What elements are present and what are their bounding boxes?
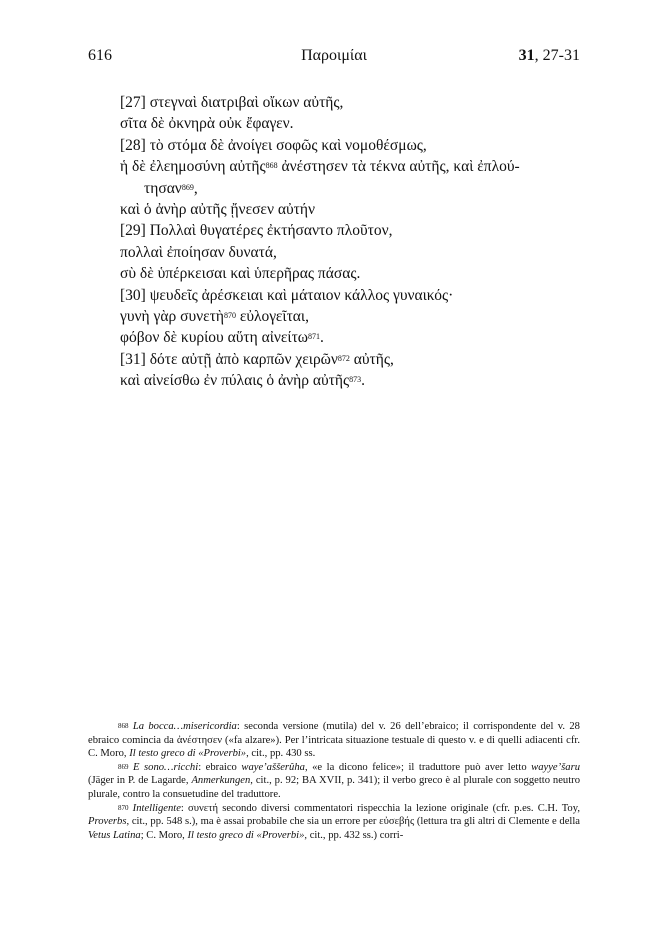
verse-text [120, 92, 590, 392]
text-run: πολλαὶ ἐποίησαν δυνατά, [120, 243, 277, 261]
text-run: αὐτῆς, [349, 350, 394, 368]
verse-line [120, 306, 590, 327]
text-run: ἡ δὲ ἐλεημοσύνη αὐτῆς [120, 158, 266, 176]
verse-line [120, 92, 590, 113]
text-run: γυνὴ γὰρ συνετὴ [120, 308, 224, 326]
footnote-marker: 869 [181, 182, 194, 192]
text-run: σὺ δὲ ὑπέρκεισαι καὶ ὑπερῆρας πάσας. [120, 265, 361, 283]
text-run: (Jäger in P. de Lagarde, [88, 775, 192, 787]
verse-line [120, 113, 590, 134]
page-number: 616 [88, 47, 112, 64]
text-run: φόβον δὲ κυρίου αὕτη αἰνείτω [120, 329, 309, 347]
text-run: καὶ ὁ ἀνὴρ αὐτῆς ᾔνεσεν αὐτήν [120, 201, 315, 219]
text-run: : ebraico [198, 761, 242, 773]
verse-range: , 27-31 [534, 47, 580, 64]
italic-text: waye’aššerûha [241, 761, 305, 773]
footnote-marker: 873 [349, 375, 362, 385]
chapter-verse-reference [519, 47, 580, 65]
text-run: ; C. Moro, [140, 829, 188, 841]
italic-text: wayye’šaru [531, 761, 580, 773]
text-run: , cit., pp. 430 ss. [246, 748, 316, 760]
footnote-marker: 870 [223, 311, 236, 321]
text-run: , [193, 179, 198, 197]
italic-text: E sono…ricchi [133, 761, 199, 773]
footnote [88, 761, 580, 802]
text-run: . [320, 329, 324, 347]
running-title: Παροιμίαι [301, 47, 367, 64]
text-run: , cit., p. 92; BA XVII, p. 341); il verbo greco è al plurale con soggetto neutro plurale, contro la consuetudine del traduttore. [88, 775, 580, 800]
verse-line [120, 327, 590, 348]
text-run: καὶ αἰνείσθω ἐν πύλαις ὁ ἀνὴρ αὐτῆς [120, 372, 350, 390]
footnote-marker: 868 [118, 722, 129, 730]
verse-line [120, 263, 590, 284]
text-run: τησαν [144, 179, 182, 197]
text-run: [30] ψευδεῖς ἀρέσκειαι καὶ μάταιον κάλλος γυναικός· [120, 286, 454, 304]
verse-line [120, 178, 590, 199]
italic-text: Anmerkungen [191, 775, 251, 787]
text-run: [28] τὸ στόμα δὲ ἀνοίγει σοφῶς καὶ νομοθέσμως, [120, 136, 427, 154]
italic-text: Proverbs [88, 816, 127, 828]
footnote [88, 720, 580, 761]
italic-text: Il testo greco di «Proverbi» [187, 829, 305, 841]
verse-line [120, 349, 590, 370]
footnote-marker: 868 [265, 161, 278, 171]
text-run: [29] Πολλαὶ θυγατέρες ἐκτήσαντο πλοῦτον, [120, 222, 393, 240]
verse-line [120, 199, 590, 220]
footnote-marker: 872 [337, 353, 350, 363]
verse-line [120, 135, 590, 156]
text-run: [27] στεγναὶ διατριβαὶ οἴκων αὐτῆς, [120, 94, 344, 111]
footnote-marker: 869 [118, 762, 129, 771]
text-run: , cit., pp. 432 ss.) corri- [304, 829, 404, 841]
italic-text: Vetus Latina [88, 829, 141, 841]
text-run: , «e la dicono felice»; il traduttore può aver letto [304, 761, 532, 773]
text-run: : seconda versione (mutila) del v. 26 dell’ebraico; il corrispondente del v. 28 ebraico comincia da ἀνέστησεν («fa alzare»). Per l’intricata situazione testuale di questo v. e di quelli adiacenti cfr. C. Moro, [88, 721, 580, 760]
text-run: . [361, 372, 365, 390]
italic-text: La bocca…misericordia [132, 721, 237, 732]
chapter-number: 31 [518, 47, 535, 64]
verse-line [120, 370, 590, 391]
italic-text: Intelligente [132, 802, 181, 814]
text-run: : συνετή secondo diversi commentatori rispecchia la lezione originale (cfr. p.es. C.H. Toy, [180, 802, 580, 814]
footnote-marker: 871 [308, 332, 321, 342]
text-run: εὐλογεῖται, [235, 308, 309, 326]
verse-line [120, 156, 590, 177]
footnote [88, 802, 580, 843]
text-run: [31] δότε αὐτῇ ἀπὸ καρπῶν χειρῶν [120, 350, 338, 368]
text-run: , cit., pp. 548 s.), ma è assai probabile che sia un errore per εὐσεβής (lettura tra gli altri di Clemente e della [126, 816, 580, 828]
footnotes [88, 720, 580, 842]
italic-text: Il testo greco di «Proverbi» [129, 748, 247, 760]
running-header [88, 47, 580, 69]
text-run: σῖτα δὲ ὀκνηρὰ οὐκ ἔφαγεν. [120, 115, 294, 133]
text-run: ἀνέστησεν τὰ τέκνα αὐτῆς, καὶ ἐπλού- [277, 158, 520, 176]
verse-line [120, 242, 590, 263]
verse-line [120, 220, 590, 241]
footnote-marker: 870 [118, 803, 129, 812]
verse-line [120, 285, 590, 306]
